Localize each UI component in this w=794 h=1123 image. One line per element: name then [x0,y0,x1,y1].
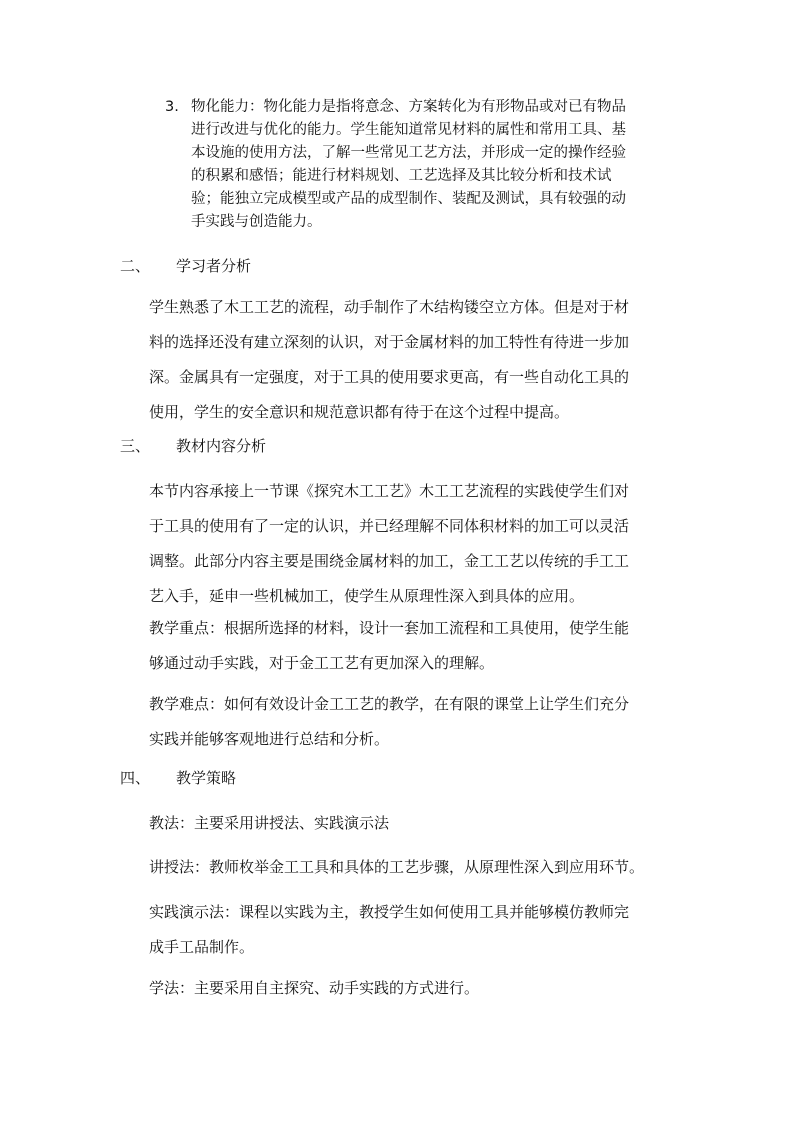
section4-paragraph-4 [149,971,689,1006]
paragraph-line: 教学难点：如何有效设计金工工艺的教学，在有限的课堂上让学生们充分 [149,695,630,713]
section4-paragraph-3 [149,895,689,965]
section-number: 三、 [120,437,151,455]
section3-paragraph-2 [149,611,689,681]
item3-line: 验；能独立完成模型或产品的成型制作、装配及测试，具有较强的动 [191,191,626,207]
section-number: 四、 [120,769,151,787]
section-number: 二、 [120,257,151,275]
item3-line: 的积累和感悟；能进行材料规划、工艺选择及其比较分析和技术试 [191,168,612,184]
section4-paragraph-1 [149,806,689,841]
paragraph-line: 艺入手，延申一些机械加工，使学生从原理性深入到具体的应用。 [149,587,585,605]
paragraph-line: 料的选择还没有建立深刻的认识，对于金属材料的加工特性有待进一步加 [149,333,630,351]
section2-paragraph [149,290,689,430]
section4-paragraph-2 [149,850,689,885]
section-heading-2 [120,254,251,278]
section3-paragraph-1 [149,474,689,614]
paragraph-line: 深。金属具有一定强度，对于工具的使用要求更高，有一些自动化工具的 [149,368,630,386]
paragraph-line: 实践并能够客观地进行总结和分析。 [149,730,390,748]
paragraph-line: 成手工品制作。 [149,938,255,956]
paragraph-line: 够通过动手实践，对于金工工艺有更加深入的理解。 [149,654,495,672]
paragraph-line: 学生熟悉了木工工艺的流程，动手制作了木结构镂空立方体。但是对于材 [149,298,630,316]
list-item-3 [165,96,685,234]
paragraph-line: 本节内容承接上一节课《探究木工工艺》木工工艺流程的实践使学生们对 [149,482,630,500]
item3-line: 手实践与创造能力。 [191,214,322,230]
section-title: 教材内容分析 [176,437,267,455]
paragraph-line: 于工具的使用有了一定的认识，并已经理解不同体积材料的加工可以灵活 [149,517,630,535]
paragraph-line: 学法：主要采用自主探究、动手实践的方式进行。 [149,979,480,997]
section-title: 教学策略 [176,769,237,787]
section-heading-4 [120,766,236,790]
item3-line: 物化能力：物化能力是指将意念、方案转化为有形物品或对已有物品 [191,99,626,115]
paragraph-line: 讲授法：教师枚举金工工具和具体的工艺步骤，从原理性深入到应用环节。 [149,858,645,876]
paragraph-line: 教法：主要采用讲授法、实践演示法 [149,814,390,832]
paragraph-line: 调整。此部分内容主要是围绕金属材料的加工，金工工艺以传统的手工工 [149,552,630,570]
paragraph-line: 教学重点：根据所选择的材料，设计一套加工流程和工具使用，使学生能 [149,619,630,637]
paragraph-line: 使用，学生的安全意识和规范意识都有待于在这个过程中提高。 [149,403,570,421]
section3-paragraph-3 [149,687,689,757]
paragraph-line: 实践演示法：课程以实践为主，教授学生如何使用工具并能够模仿教师完 [149,903,630,921]
list-item-number: 3. [165,99,179,115]
item3-line: 本设施的使用方法，了解一些常见工艺方法，并形成一定的操作经验 [191,145,626,161]
section-heading-3 [120,434,266,458]
item3-line: 进行改进与优化的能力。学生能知道常见材料的属性和常用工具、基 [191,122,626,138]
section-title: 学习者分析 [176,257,252,275]
